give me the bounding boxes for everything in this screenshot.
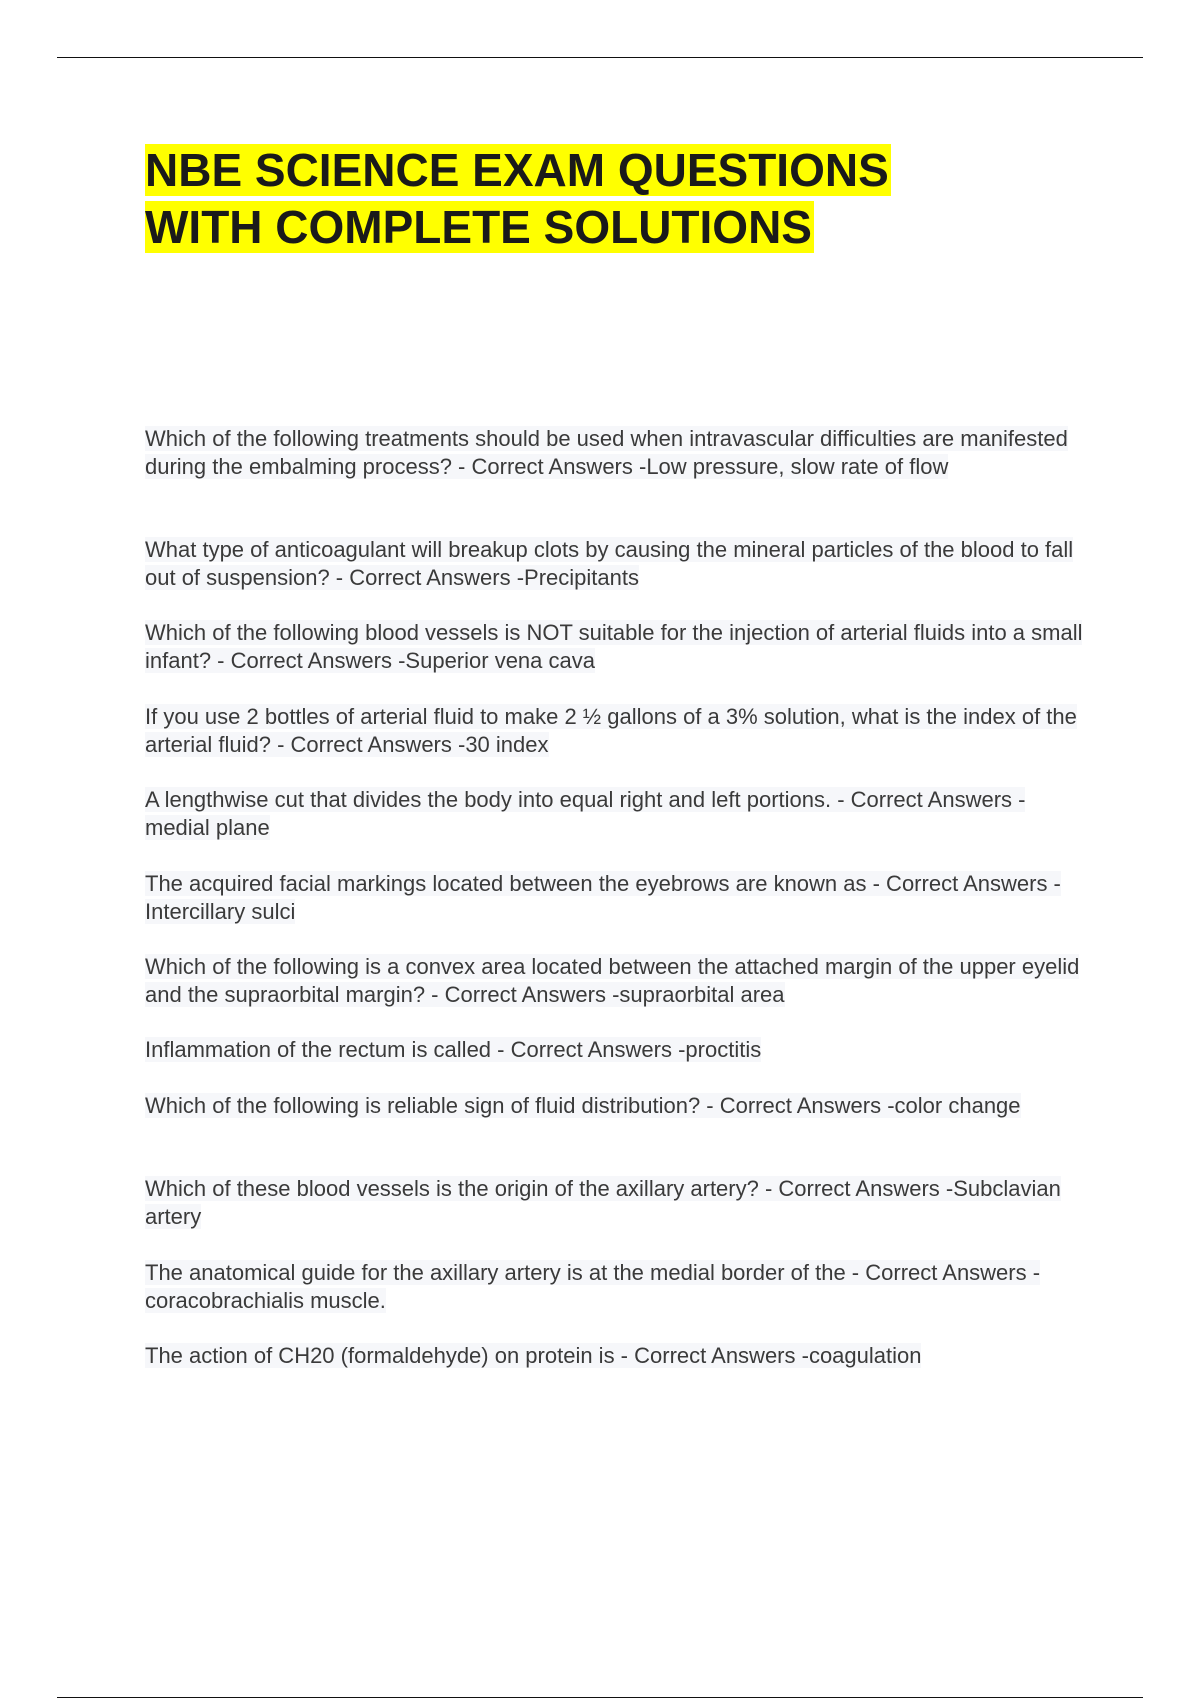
question-answer-item: The acquired facial markings located between the eyebrows are known as - Correct Answers -Intercillary sulci xyxy=(145,871,1061,924)
document-title xyxy=(145,142,1125,256)
question-answer-item: Which of the following is reliable sign of fluid distribution? - Correct Answers -color change xyxy=(145,1093,1021,1118)
question-answer-item: Which of these blood vessels is the origin of the axillary artery? - Correct Answers -Subclavian artery xyxy=(145,1176,1061,1229)
top-rule xyxy=(57,57,1143,58)
bottom-rule xyxy=(57,1697,1143,1698)
question-answer-item: Which of the following treatments should be used when intravascular difficulties are manifested during the embalming process? - Correct Answers -Low pressure, slow rate of flow xyxy=(145,426,1068,479)
question-answer-item: Which of the following is a convex area located between the attached margin of the upper eyelid and the supraorbital margin? - Correct Answers -supraorbital area xyxy=(145,954,1080,1007)
title-line-1: NBE SCIENCE EXAM QUESTIONS xyxy=(145,144,889,196)
question-answer-item: What type of anticoagulant will breakup clots by causing the mineral particles of the blood to fall out of suspension? - Correct Answers -Precipitants xyxy=(145,537,1074,590)
question-answer-item: The anatomical guide for the axillary artery is at the medial border of the - Correct Answers -coracobrachialis muscle. xyxy=(145,1260,1041,1313)
question-answer-item: Which of the following blood vessels is NOT suitable for the injection of arterial fluids into a small infant? - Correct Answers -Superior vena cava xyxy=(145,620,1083,673)
title-line-2: WITH COMPLETE SOLUTIONS xyxy=(145,201,812,253)
question-answer-item: Inflammation of the rectum is called - Correct Answers -proctitis xyxy=(145,1037,762,1062)
question-answer-item: The action of CH20 (formaldehyde) on protein is - Correct Answers -coagulation xyxy=(145,1343,922,1368)
question-answer-item: A lengthwise cut that divides the body into equal right and left portions. - Correct Answers -medial plane xyxy=(145,787,1026,840)
question-answer-item: If you use 2 bottles of arterial fluid to make 2 ½ gallons of a 3% solution, what is the index of the arterial fluid? - Correct Answers -30 index xyxy=(145,704,1077,757)
